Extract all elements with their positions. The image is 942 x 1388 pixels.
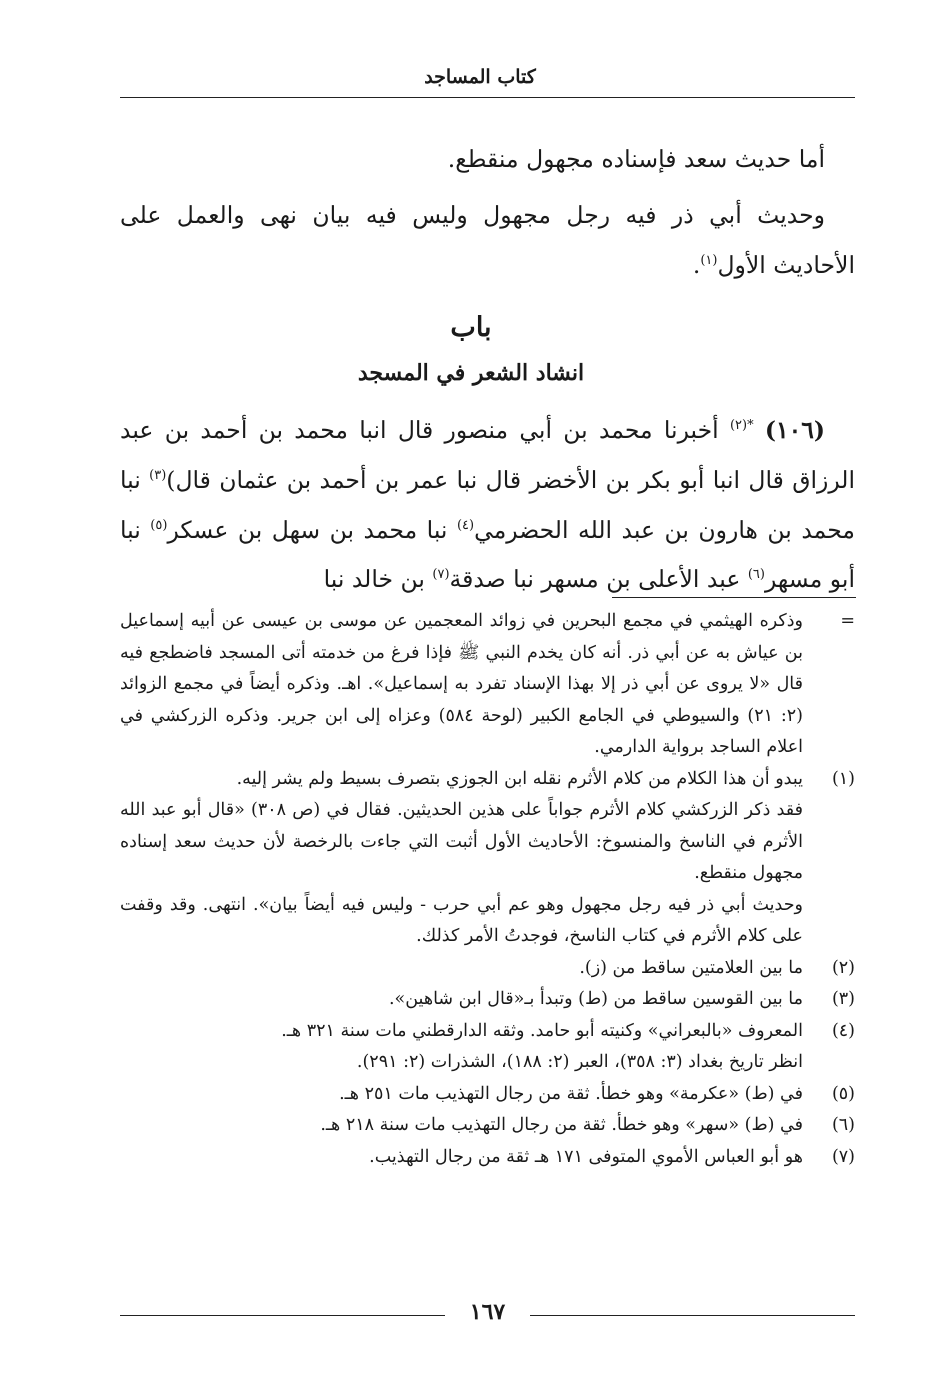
footnote-6 xyxy=(120,1110,855,1142)
footnote-ref-7[interactable]: (٧) xyxy=(432,567,450,583)
footnote-continuation xyxy=(120,606,855,764)
footnote-7 xyxy=(120,1142,855,1174)
folio-rule-right xyxy=(530,1315,855,1316)
footnote-ref-3[interactable]: (٣) xyxy=(149,467,167,483)
section-subheading: انشاد الشعر في المسجد xyxy=(357,360,585,386)
hadith-text-3: نبا محمد بن سهل بن عسكر xyxy=(167,515,457,544)
footnote-line: يبدو أن هذا الكلام من كلام الأثرم نقله ابن الجوزي بتصرف بسيط ولم يشر إليه. xyxy=(236,768,803,789)
footnote-line: وحديث أبي ذر فيه رجل مجهول وهو عم أبي حرب - وليس فيه أيضاً بيان». انتهى. وقد وقفت على كلام الأثرم في كتاب الناسخ، فوجدتُ الأمر كذلك. xyxy=(120,894,803,946)
footnote-ref-5[interactable]: (٥) xyxy=(150,517,168,533)
footnote-3 xyxy=(120,984,855,1016)
paragraph-2 xyxy=(120,192,855,288)
footnote-line: ما بين العلامتين ساقط من (ز). xyxy=(579,957,803,978)
paragraph-2-text: وحديث أبي ذر فيه رجل مجهول وليس فيه بيان نهى والعمل على الأحاديث الأول xyxy=(120,201,855,279)
footnote-ref-4[interactable]: (٤) xyxy=(456,517,475,533)
footnote-rule xyxy=(612,597,856,598)
hadith-text-6: بن خالد نبا xyxy=(323,565,433,594)
paragraph-1: أما حديث سعد فإسناده مجهول منقطع. xyxy=(447,145,825,173)
footnote-number: (٥) xyxy=(831,1083,855,1104)
footnote-line: في (ط) «عكرمة» وهو خطأ. ثقة من رجال التهذيب مات ٢٥١ هـ. xyxy=(339,1083,803,1104)
footnote-line: فقد ذكر الزركشي كلام الأثرم جواباً على هذين الحديثين. فقال في (ص ٣٠٨) «قال أبو عبد الله الأثرم في الناسخ والمنسوخ: الأحاديث الأول أثبت التي جاءت بالرخصة لأن حديث سعد إسناده مجهول منقطع. xyxy=(120,800,804,883)
footnote-4 xyxy=(120,1016,855,1079)
footnote-1 xyxy=(120,764,855,953)
continuation-marker: = xyxy=(840,611,855,631)
footnote-text: وذكره الهيثمي في مجمع البحرين في زوائد المعجمين عن موسى بن عيسى عن أبيه إسماعيل بن عياش به عن أبي ذر. أنه كان يخدم النبي ﷺ فإذا فرغ من خدمته أتى المسجد فاضطجع فيه قال «لا يروى عن أبي ذر إلا بهذا الإسناد تفرد به إسماعيل». اهـ. وذكره أيضاً في مجمع الزوائد (٢: ٢١) والسيوطي في الجامع الكبير (لوحة ٥٨٤) وعزاه إلى ابن جرير. وذكره الزركشي في اعلام الساجد برواية الدارمي. xyxy=(120,611,803,757)
hadith-text-4: نبا أبو مسهر xyxy=(120,515,855,594)
hadith-text-5: عبد الأعلى بن مسهر نبا صدقة xyxy=(449,565,748,594)
footnote-line: انظر تاريخ بغداد (٣: ٣٥٨)، العبر (٢: ١٨٨)، الشذرات (٢: ٢٩١). xyxy=(356,1052,803,1072)
page-number: ١٦٧ xyxy=(469,1299,506,1325)
footnote-number: (٣) xyxy=(831,989,855,1009)
footnote-line: ما بين القوسين ساقط من (ط) وتبدأ بـ«قال ابن شاهين». xyxy=(388,989,803,1009)
footnote-5 xyxy=(120,1079,855,1111)
running-title: كتاب المساجد xyxy=(424,66,536,88)
main-text xyxy=(120,136,855,288)
footnote-2 xyxy=(120,953,855,985)
section-heading: باب xyxy=(450,312,492,343)
star-marker: * xyxy=(747,418,754,433)
folio-rule-left xyxy=(120,1315,445,1316)
footnote-line: هو أبو العباس الأموي المتوفى ١٧١ هـ ثقة من رجال التهذيب. xyxy=(369,1146,803,1167)
paragraph-2-end: . xyxy=(692,250,701,279)
footnote-ref-2[interactable]: (٢) xyxy=(729,418,748,433)
header-rule xyxy=(120,97,855,98)
footnote-line: المعروف «بالبعراني» وكنيته أبو حامد. وثقه الدارقطني مات سنة ٣٢١ هـ. xyxy=(281,1020,803,1041)
hadith-text-2: نبا محمد بن هارون بن عبد الله الحضرمي xyxy=(120,465,855,544)
footnote-ref-1[interactable]: (١) xyxy=(700,253,718,268)
footnote-number: (٤) xyxy=(831,1020,855,1041)
footnote-line: في (ط) «سهر» وهو خطأ. ثقة من رجال التهذيب مات سنة ٢١٨ هـ. xyxy=(320,1115,803,1135)
hadith-paragraph xyxy=(120,403,855,602)
hadith-text-1: أخبرنا محمد بن أبي منصور قال انبا محمد بن أحمد بن عبد الرزاق قال انبا أبو بكر بن الأخضر قال نبا عمر بن أحمد بن عثمان قال) xyxy=(120,415,855,494)
footnote-number: (١) xyxy=(831,768,855,789)
footnotes xyxy=(120,606,855,1173)
footnote-number: (٢) xyxy=(831,957,855,978)
hadith-number: (١٠٦) xyxy=(764,415,825,444)
footnote-number: (٦) xyxy=(831,1115,855,1135)
footnote-number: (٧) xyxy=(831,1146,855,1167)
footnote-ref-6[interactable]: (٦) xyxy=(747,567,765,583)
